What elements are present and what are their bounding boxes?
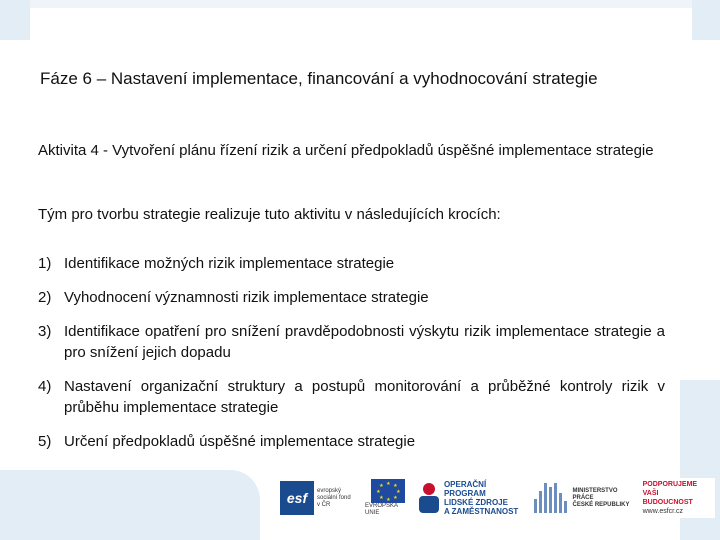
step-text: Určení předpokladů úspěšné implementace strategie xyxy=(64,433,416,450)
background-stripe xyxy=(0,0,720,8)
mpsv-line-1: MINISTERSTVO PRÁCE xyxy=(572,487,618,501)
mpsv-line-2: ČESKÉ REPUBLIKY xyxy=(572,501,630,508)
support-url: www.esfcr.cz xyxy=(642,508,684,515)
step-text: Vyhodnocení významnosti rizik implementace strategie xyxy=(64,289,429,306)
team-intro: Tým pro tvorbu strategie realizuje tuto aktivitu v následujících krocích: xyxy=(38,206,501,223)
step-item xyxy=(38,287,665,308)
step-number: 1) xyxy=(38,255,52,272)
support-logo xyxy=(643,478,707,518)
background-shape-top-left xyxy=(0,0,30,40)
step-number: 5) xyxy=(38,433,52,450)
step-number: 2) xyxy=(38,289,52,306)
esf-mark-icon: esf xyxy=(280,481,314,515)
step-text: Identifikace opatření pro snížení pravděpodobnosti výskytu rizik implementace strategie a pro snížení jejich dopadu xyxy=(64,323,665,361)
step-number: 4) xyxy=(38,378,52,395)
eu-logo-text: EVROPSKÁ UNIE xyxy=(365,503,399,516)
step-text: Nastavení organizační struktury a postupů monitorování a průběžné kontroly rizik v průběhu implementace strategie xyxy=(64,378,665,416)
op-line-2: LIDSKÉ ZDROJE xyxy=(443,498,508,507)
step-number: 3) xyxy=(38,323,52,340)
mpsv-bars-icon xyxy=(534,483,569,513)
op-person-icon xyxy=(419,483,440,513)
background-shape-top-right xyxy=(692,0,720,40)
op-line-1: OPERAČNÍ PROGRAM xyxy=(443,480,487,498)
step-item xyxy=(38,253,665,274)
support-line-2: VAŠI BUDOUCNOST xyxy=(642,490,693,506)
step-item xyxy=(38,376,665,418)
slide-title: Fáze 6 – Nastavení implementace, financování a vyhodnocování strategie xyxy=(40,69,598,88)
step-item xyxy=(38,321,665,363)
activity-heading: Aktivita 4 - Vytvoření plánu řízení rizik a určení předpokladů úspěšné implementace strategie xyxy=(38,142,654,159)
op-logo xyxy=(419,478,525,518)
step-text: Identifikace možných rizik implementace strategie xyxy=(64,255,395,272)
background-shape-bottom-left xyxy=(0,470,260,540)
eu-logo xyxy=(359,478,411,518)
op-line-3: A ZAMĚSTNANOST xyxy=(443,507,519,516)
logo-bar xyxy=(280,478,715,518)
step-item xyxy=(38,431,665,452)
eu-flag-icon: ★ ★ ★ ★ ★ ★ ★ ★ xyxy=(371,479,405,503)
support-line-1: PODPORUJEME xyxy=(642,481,698,488)
esf-logo xyxy=(280,478,351,518)
esf-logo-text: evropský sociální fond v ČR xyxy=(317,487,351,508)
mpsv-logo xyxy=(534,478,635,518)
